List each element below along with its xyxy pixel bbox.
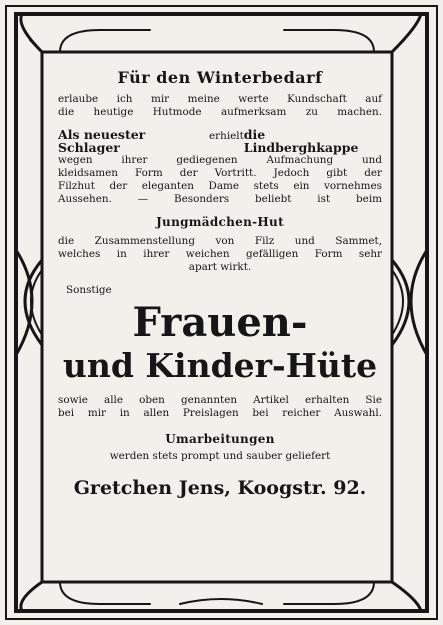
signature-line: Gretchen Jens, Koogstr. 92. bbox=[73, 477, 367, 499]
para3-line-3: apart wirkt. bbox=[188, 261, 252, 273]
para2-line-1: wegen ihrer gediegenen Aufmachung und bbox=[58, 154, 382, 166]
umarbeitungen-heading: Umarbeitungen bbox=[165, 432, 275, 446]
schlager-label: Als neuester Schlager bbox=[58, 127, 146, 155]
para2-headline bbox=[58, 128, 382, 154]
intro-line-2: die heutige Hutmode aufmerksam zu machen. bbox=[58, 106, 382, 118]
intro-line-1: erlaube ich mir meine werte Kundschaft auf bbox=[58, 93, 382, 105]
para3-line-2: welches in ihrer weichen gefälligen Form sehr bbox=[58, 248, 382, 260]
ad-heading: Für den Winterbedarf bbox=[117, 68, 323, 87]
para2-line-2: kleidsamen Form der Vortritt. Jedoch gibt der bbox=[58, 167, 382, 179]
para3-line-1: die Zusammenstellung von Filz und Sammet, bbox=[58, 235, 382, 247]
big-line-frauen: Frauen- bbox=[132, 299, 308, 346]
umarbeitungen-text: werden stets prompt und sauber geliefert bbox=[109, 450, 331, 462]
sonstige-label: Sonstige bbox=[66, 284, 112, 296]
para4-line-2: bei mir in allen Preislagen bei reicher Auswahl. bbox=[58, 407, 382, 419]
ad-content bbox=[58, 62, 382, 498]
jungmaedchen-heading: Jungmädchen-Hut bbox=[156, 215, 284, 229]
para4-line-1: sowie alle oben genannten Artikel erhalten Sie bbox=[58, 394, 382, 406]
big-line-kinder: und Kinder-Hüte bbox=[62, 346, 378, 385]
erhielt-text: erhielt bbox=[209, 130, 244, 142]
lindberghkappe-label: die Lindberghkappe bbox=[243, 127, 359, 155]
para2-line-4: Aussehen. — Besonders beliebt ist beim bbox=[58, 193, 382, 205]
para2-line-3: Filzhut der eleganten Dame stets ein vornehmes bbox=[58, 180, 382, 192]
